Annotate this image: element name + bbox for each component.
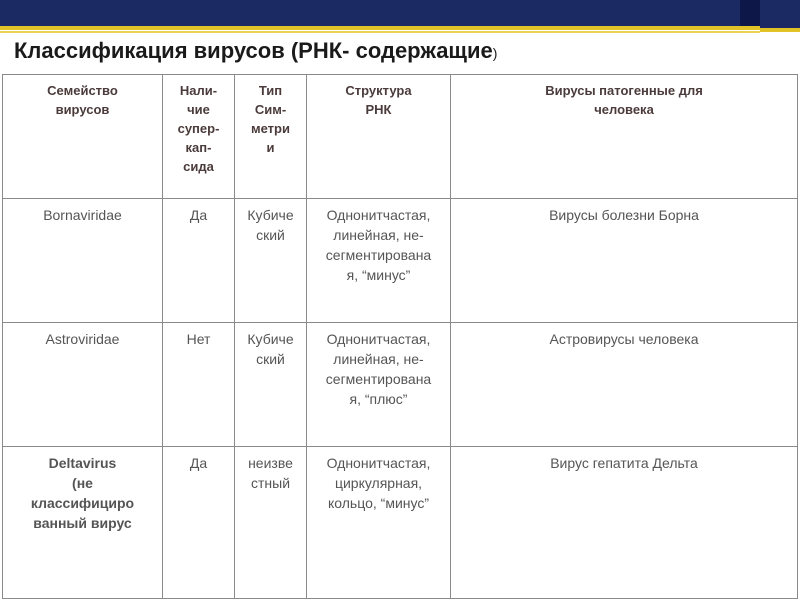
cell-symmetry: Кубиче ский [235, 323, 307, 447]
header-band [0, 0, 800, 26]
cell-rna-structure: Однонитчастая, циркулярная, кольцо, “минус” [307, 447, 451, 599]
cell-pathogenic: Вирусы болезни Борна [451, 199, 798, 323]
gold-stripe-thin [0, 31, 800, 33]
slide-title [14, 38, 497, 64]
corner-accent [760, 0, 800, 70]
header-symmetry: Тип Сим- метри и [235, 75, 307, 199]
virus-classification-table [2, 74, 798, 599]
cell-pathogenic: Вирус гепатита Дельта [451, 447, 798, 599]
cell-supercapsid: Да [163, 447, 235, 599]
cell-pathogenic: Астровирусы человека [451, 323, 798, 447]
cell-supercapsid: Нет [163, 323, 235, 447]
table-row [3, 447, 798, 599]
cell-family: Astroviridae [3, 323, 163, 447]
cell-family: Bornaviridae [3, 199, 163, 323]
header-supercapsid: Нали- чие супер- кап- сида [163, 75, 235, 199]
header-pathogenic: Вирусы патогенные для человека [451, 75, 798, 199]
cell-family: Deltavirus (не классифициро ванный вирус [3, 447, 163, 599]
header-rna-structure: Структура РНК [307, 75, 451, 199]
header-family: Семейство вирусов [3, 75, 163, 199]
slide-title-text: Классификация вирусов (РНК- содержащие [14, 38, 493, 63]
cell-rna-structure: Однонитчастая, линейная, не- сегментированa я, “минус” [307, 199, 451, 323]
cell-rna-structure: Однонитчастая, линейная, не- сегментирована я, “плюс” [307, 323, 451, 447]
table-row [3, 199, 798, 323]
table-header-row [3, 75, 798, 199]
cell-symmetry: Кубиче ский [235, 199, 307, 323]
table-row [3, 323, 798, 447]
gold-stripe [0, 26, 800, 30]
slide-title-suffix: ) [492, 45, 498, 61]
cell-symmetry: неизве стный [235, 447, 307, 599]
cell-supercapsid: Да [163, 199, 235, 323]
